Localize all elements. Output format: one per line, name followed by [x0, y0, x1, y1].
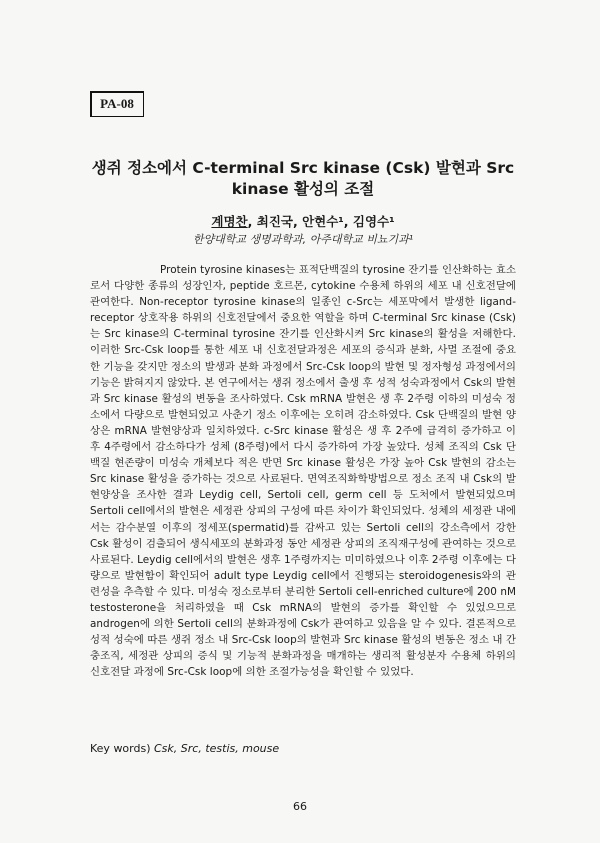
presenting-author: 계명찬	[211, 214, 248, 229]
abstract-paragraph: Protein tyrosine kinases는 표적단백질의 tyrosine 잔기를 인산화하는 효소로서 다양한 종류의 성장인자, peptide 호르몬, cytokine 수용체 하위의 세포 내 신호전달에 관여한다. Non-receptor tyrosine kinase의 일종인 c-Src는 세포막에서 발생한 ligand-receptor 상호작용 하위의 신호전달에서 중요한 역할을 하며 C-terminal Src kinase (Csk)는 Src kinase의 C-terminal tyrosine 잔기를 인산화시켜 Src kinase의 활성을 저해한다. 이러한 Src-Csk loop를 통한 세포 내 신호전달과정은 세포의 증식과 분화, 사멸 조절에 중요한 기능을 갖지만 정소의 발생과 분화 과정에서 Src-Csk loop의 발현 및 정자형성 과정에서의 기능은 밝혀지지 않았다. 본 연구에서는 생쥐 정소에서 출생 후 성적 성숙과정에서 Csk의 발현과 Src kinase 활성의 변동을 조사하였다. Csk mRNA 발현은 생 후 2주령 이하의 미성숙 정소에서 다량으로 발현되었고 사춘기 정소 이후에는 오히려 감소하였다. Csk 단백질의 발현 양상은 mRNA 발현양상과 일치하였다. c-Src kinase 활성은 생 후 2주에 급격히 증가하고 이 후 4주령에서 감소하다가 성체 (8주령)에서 다시 증가하여 가장 높았다. 성체 조직의 Csk 단백질 현존량이 미성숙 개체보다 적은 반면 Src kinase 활성은 가장 높아 Csk 발현의 감소는 Src kinase 활성을 증가하는 것으로 사료된다. 면역조직화학방법으로 정소 조직 내 Csk의 발현양상을 조사한 결과 Leydig cell, Sertoli cell, germ cell 등 도처에서 발현되었으며 Sertoli cell에서의 발현은 세정관 상피의 구성에 따른 차이가 확인되었다. 성체의 세정관 내에서는 감수분열 이후의 정세포(spermatid)를 감싸고 있는 Sertoli cell의 강소측에서 강한 Csk 활성이 검출되어 생식세포의 분화과정 동안 세정관 상피의 조직재구성에 관여하는 것으로 사료된다. Leydig cell에서의 발현은 생후 1주령까지는 미미하였으나 이후 2주령 이후에는 다량으로 발현함이 확인되어 adult type Leydig cell에서 진행되는 steroidogenesis와의 관련성을 추측할 수 있다. 미성숙 정소로부터 분리한 Sertoli cell-enriched culture에 200 nM testosterone을 처리하였을 때 Csk mRNA의 발현의 증가를 확인할 수 있었으므로 androgen에 의한 Sertoli cell의 분화과정에 Csk가 관여하고 있음을 알 수 있다. 결론적으로 성적 성숙에 따른 생쥐 정소 내 Src-Csk loop의 발현과 Src kinase 활성의 변동은 정소 내 간충조직, 세정관 상피의 증식 및 기능적 분화과정을 매개하는 생리적 활성분자 수용체 하위의 신호전달 과정에 Src-Csk loop에 의한 조절가능성을 확인할 수 있었다.	[90, 264, 516, 679]
session-code-box: PA-08	[90, 91, 144, 117]
keywords-line	[90, 742, 520, 755]
paper-title: 생쥐 정소에서 C-terminal Src kinase (Csk) 발현과 Src kinase 활성의 조절	[91, 159, 515, 198]
keywords-values: Csk, Src, testis, mouse	[154, 742, 280, 755]
author-list	[88, 212, 518, 230]
affiliations: 한양대학교 생명과학과, 아주대학교 비뇨기과¹	[192, 233, 414, 246]
abstract-body	[90, 262, 516, 680]
page-number: 66	[293, 800, 307, 813]
co-authors: , 최진국, 안현수¹, 김영수¹	[247, 214, 395, 229]
keywords-label: Key words)	[90, 742, 151, 755]
